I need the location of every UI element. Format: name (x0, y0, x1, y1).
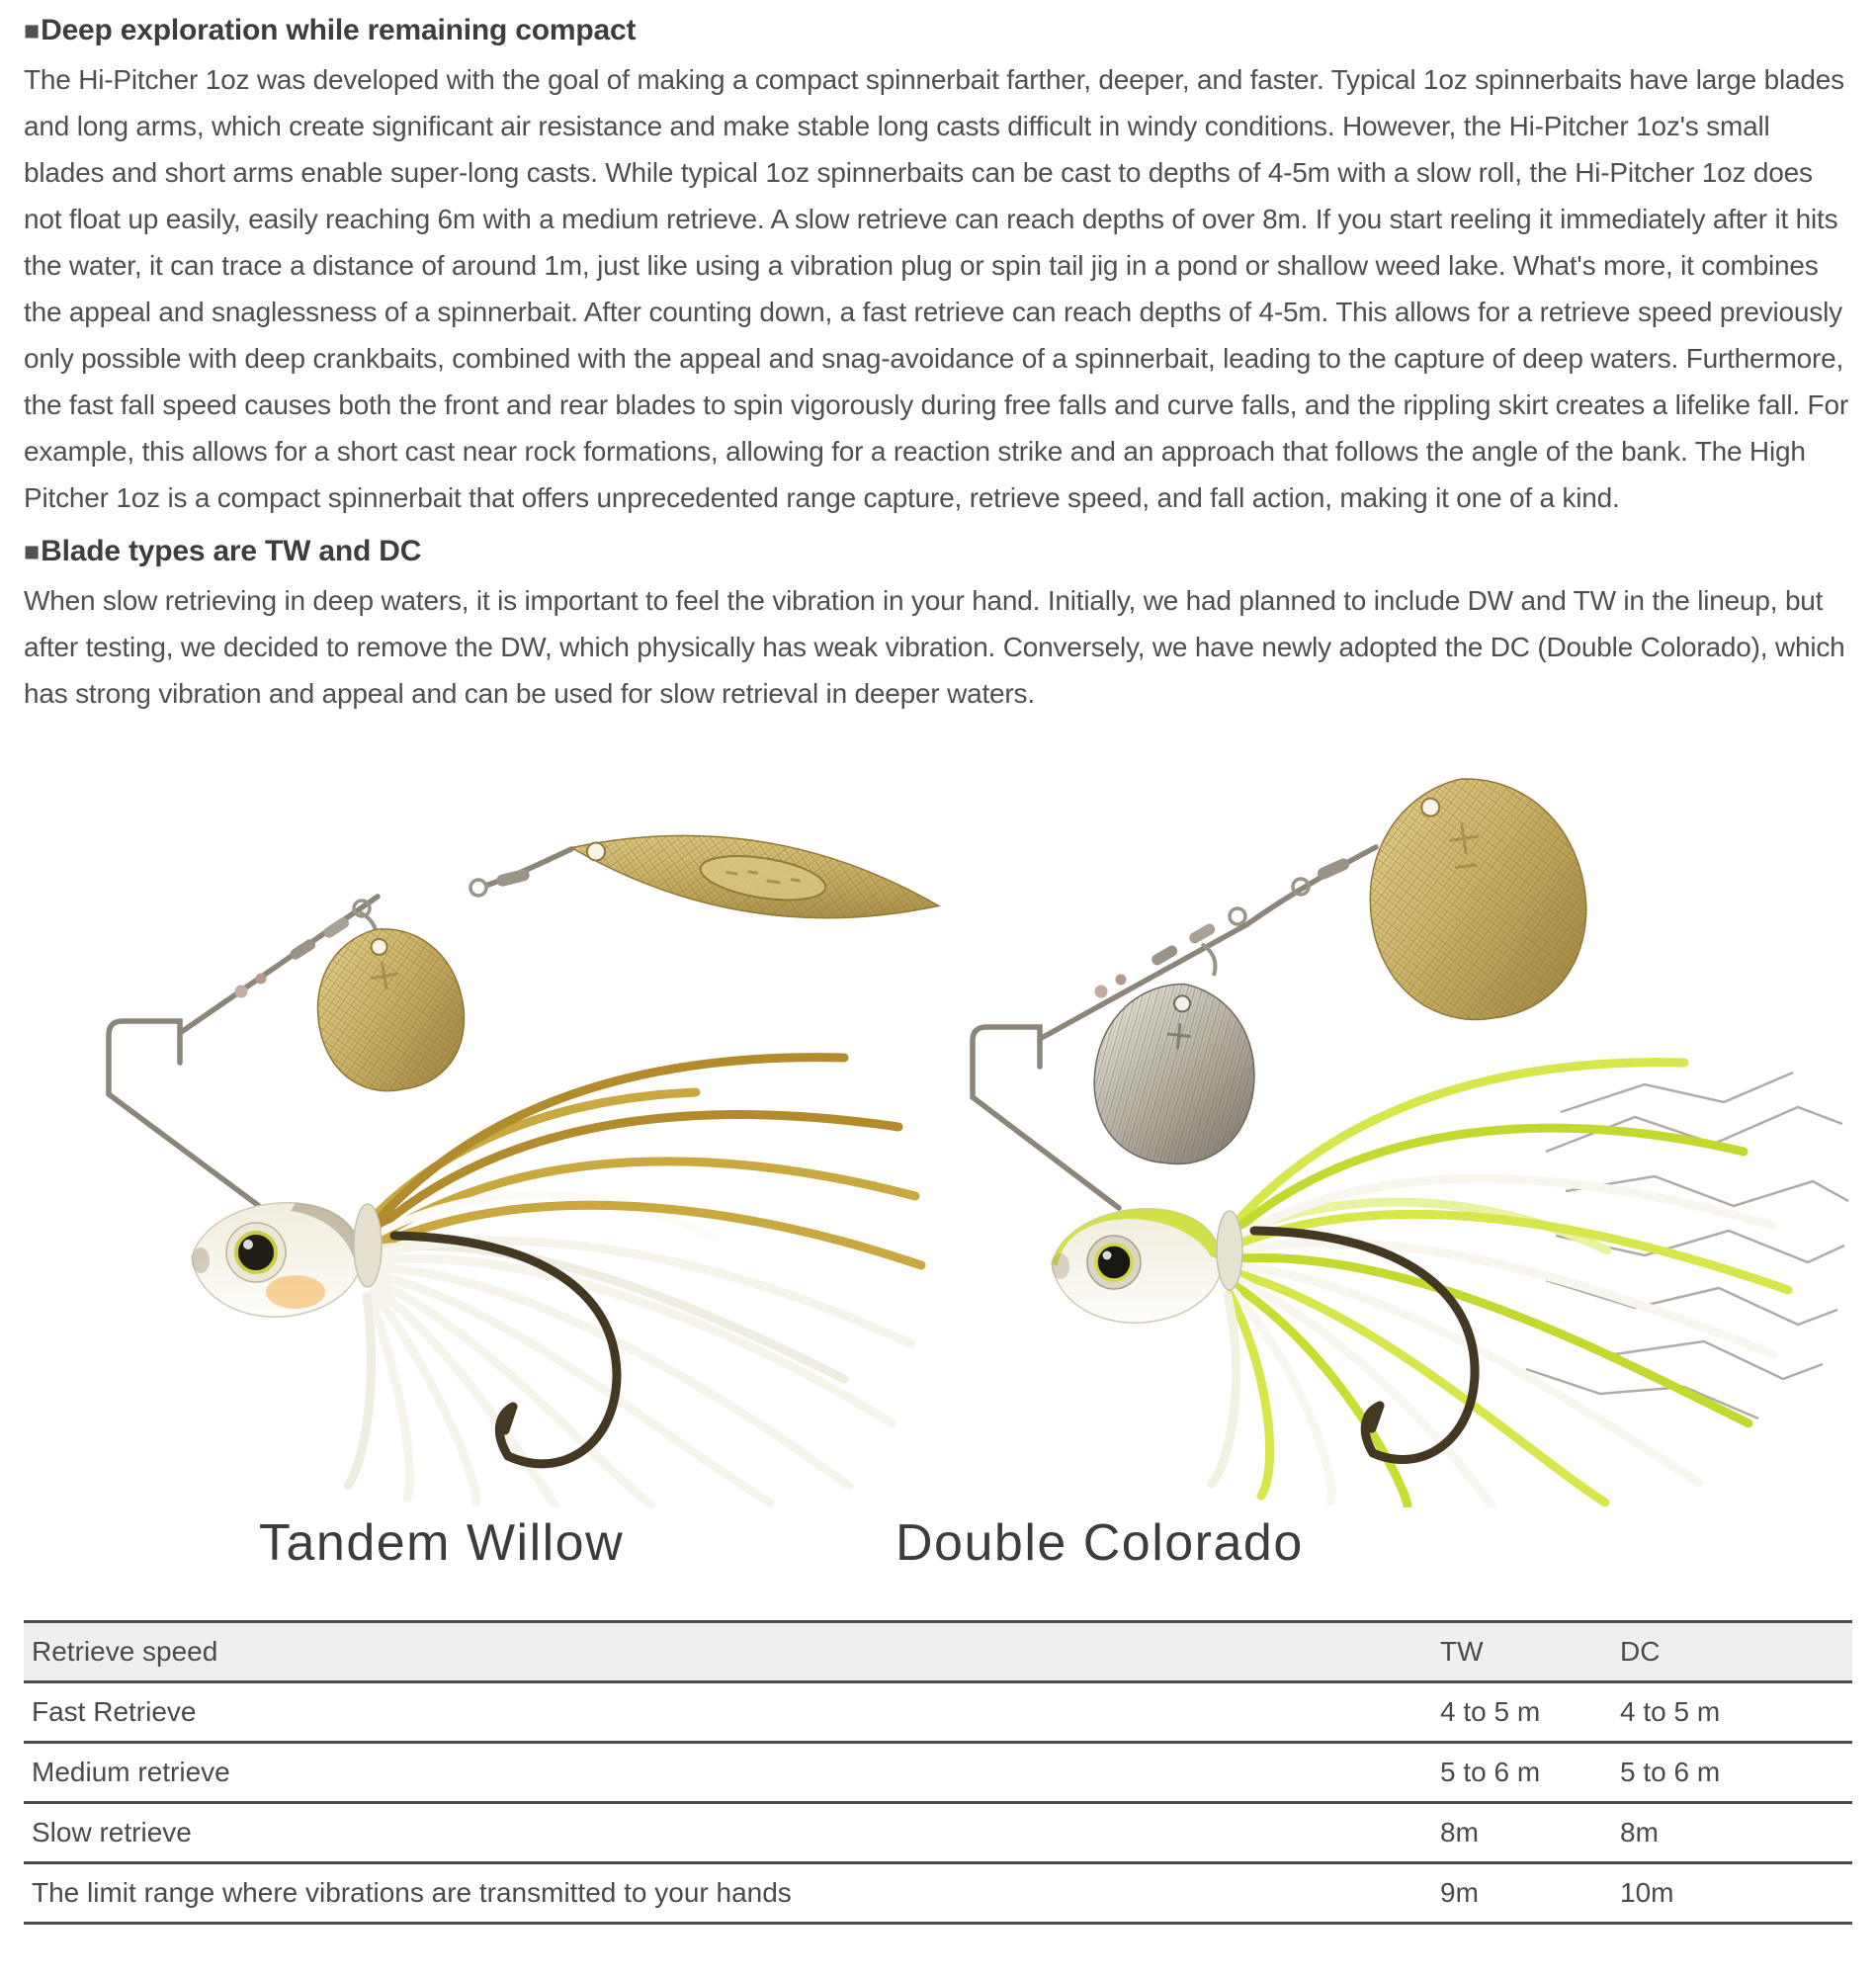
lure-head (1052, 1209, 1222, 1324)
paragraph-blade-types: When slow retrieving in deep waters, it is important to feel the vibration in your hand. Initially, we had planned to include DW and TW in the lineup, but after testing, we decided to remove the DW, which physically has weak vibration. Conversely, we have newly adopted the DC (Double Colorado), which has strong vibration and appeal and can be used for slow retrieval in deeper waters. (24, 585, 1845, 709)
double-colorado-spinnerbait-image (953, 727, 1862, 1507)
section-heading-text: Blade types are TW and DC (41, 535, 422, 567)
column-header-retrieve-speed: Retrieve speed (24, 1622, 1432, 1682)
dc-value: 10m (1612, 1863, 1852, 1924)
skirt-white-gold (348, 1058, 921, 1505)
skirt-chartreuse-white (1212, 1063, 1788, 1505)
product-label-tandem-willow: Tandem Willow (259, 1514, 625, 1572)
row-label: Medium retrieve (24, 1743, 1432, 1803)
column-header-tw: TW (1432, 1622, 1612, 1682)
section-heading-text: Deep exploration while remaining compact (41, 14, 637, 46)
swivel-and-beads (1095, 857, 1351, 998)
lure-eye (226, 1223, 286, 1282)
section-heading-blade-types (24, 535, 1852, 568)
row-label: Fast Retrieve (24, 1682, 1432, 1743)
dc-value: 8m (1612, 1803, 1852, 1863)
lure-head (192, 1203, 362, 1318)
colorado-blade-gold-large (1354, 764, 1601, 1033)
orange-blush (266, 1275, 325, 1309)
table-row (24, 1863, 1852, 1924)
tw-value: 5 to 6 m (1432, 1743, 1612, 1803)
tw-value: 8m (1432, 1803, 1612, 1863)
product-label-double-colorado: Double Colorado (895, 1514, 1304, 1572)
row-label: The limit range where vibrations are transmitted to your hands (24, 1863, 1432, 1924)
dc-value: 5 to 6 m (1612, 1743, 1852, 1803)
tandem-willow-spinnerbait-image (63, 727, 953, 1507)
skirt-collar (354, 1204, 382, 1287)
paragraph-deep-exploration: The Hi-Pitcher 1oz was developed with the goal of making a compact spinnerbait farther, deeper, and faster. Typical 1oz spinnerbaits have large blades and long arms, which create significant air resistance and make stable long casts difficult in windy conditions. However, the Hi-Pitcher 1oz's small blades and short arms enable super-long casts. While typical 1oz spinnerbaits can be cast to depths of 4-5m with a slow roll, the Hi-Pitcher 1oz does not float up easily, easily reaching 6m with a medium retrieve. A slow retrieve can reach depths of over 8m. If you start reeling it immediately after it hits the water, it can trace a distance of around 1m, just like using a vibration plug or spin tail jig in a pond or shallow weed lake. What's more, it combines the appeal and snaglessness of a spinnerbait. After counting down, a fast retrieve can reach depths of 4-5m. This allows for a retrieve speed previously only possible with deep crankbaits, combined with the appeal and snag-avoidance of a spinnerbait, leading to the capture of deep waters. Furthermore, the fast fall speed causes both the front and rear blades to spin vigorously during free falls and curve falls, and the rippling skirt creates a lifelike fall. For example, this allows for a short cast near rock formations, allowing for a reaction strike and an approach that follows the angle of the bank. The High Pitcher 1oz is a compact spinnerbait that offers unprecedented range capture, retrieve speed, and fall action, making it one of a kind. (24, 64, 1848, 513)
square-bullet-icon: ■ (24, 537, 41, 566)
tw-value: 9m (1432, 1863, 1612, 1924)
retrieve-depth-table (24, 1620, 1852, 1925)
colorado-blade-gold-small (304, 916, 475, 1101)
table-row (24, 1682, 1852, 1743)
tw-value: 4 to 5 m (1432, 1682, 1612, 1743)
section-heading-deep-exploration (24, 14, 1852, 47)
lure-eye (1087, 1236, 1141, 1289)
willow-blade-gold (566, 813, 945, 941)
table-row (24, 1803, 1852, 1863)
product-labels-row (24, 1507, 1852, 1598)
colorado-blade-silver-small (1086, 976, 1263, 1171)
product-images-row (24, 727, 1852, 1507)
row-label: Slow retrieve (24, 1803, 1432, 1863)
table-row (24, 1743, 1852, 1803)
skirt-collar (1217, 1211, 1242, 1290)
column-header-dc: DC (1612, 1622, 1852, 1682)
square-bullet-icon: ■ (24, 16, 41, 45)
table-header-row (24, 1622, 1852, 1682)
dc-value: 4 to 5 m (1612, 1682, 1852, 1743)
